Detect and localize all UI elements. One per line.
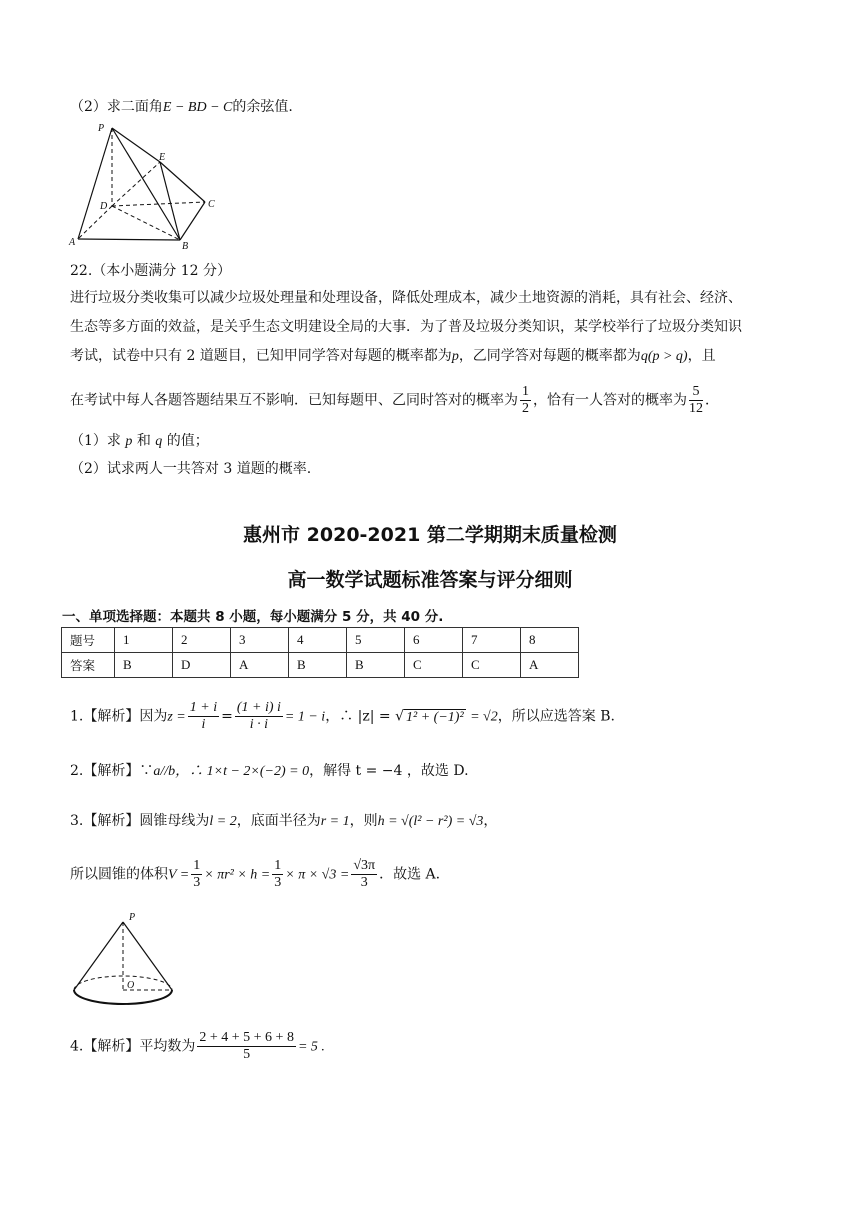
- table-header-answer: 答案: [62, 653, 115, 678]
- sol1-eq2: = √2: [470, 709, 498, 725]
- q22-sub1: [70, 432, 209, 452]
- sol3-third-den-b: 3: [274, 875, 282, 891]
- title-exam: 惠州市 2020-2021 第二学期期末质量检测: [243, 524, 617, 546]
- edge-ec: [160, 162, 205, 202]
- q21-text-a: （2）求二面角: [70, 99, 163, 115]
- q22-sub1q: q: [155, 434, 163, 449]
- table-cell: A: [231, 653, 289, 678]
- table-cell: B: [115, 653, 173, 678]
- cone-figure: [66, 910, 181, 1015]
- frac-half-num: 1: [520, 384, 531, 401]
- edge-cb: [180, 202, 205, 240]
- sol1-frac2: [235, 700, 283, 733]
- table-cell: 8: [521, 628, 579, 653]
- q22-line4b: ，恰有一人答对的概率为: [533, 392, 687, 409]
- cone-left-edge: [74, 922, 123, 990]
- solution-2: [70, 762, 469, 782]
- sol1-frac1: [188, 700, 219, 733]
- q22-sub1b: 和: [136, 433, 151, 449]
- q22-p: p: [451, 349, 459, 364]
- table-cell: 3: [231, 628, 289, 653]
- label-a: A: [69, 237, 76, 248]
- label-b: B: [182, 241, 189, 252]
- title-answers: 高一数学试题标准答案与评分细则: [287, 569, 573, 591]
- q22-sub1a: （1）求: [70, 433, 121, 449]
- q22-sub1c: 的值；: [166, 433, 209, 449]
- q22-line1: 进行垃圾分类收集可以减少垃圾处理量和处理设备，降低处理成本，减少土地资源的消耗，具有社会、经济、: [70, 290, 742, 306]
- label-e: E: [159, 152, 166, 163]
- sol1-f2-den: i · i: [249, 717, 269, 733]
- sol3-mid1: × πr² × h =: [204, 867, 271, 883]
- table-row-answers: [62, 653, 579, 678]
- answer-table: [61, 627, 579, 678]
- label-c: C: [208, 199, 215, 210]
- table-cell: 7: [463, 628, 521, 653]
- table-cell: B: [289, 653, 347, 678]
- section-single-choice: 一、单项选择题：本题共 8 小题，每小题满分 5 分，共 40 分.: [62, 609, 444, 625]
- q21-part2: [70, 98, 293, 118]
- q21-expr: E − BD − C: [162, 100, 233, 115]
- sol4-prefix: 4.【解析】平均数为: [70, 1038, 196, 1055]
- sol3-third-num-b: 1: [272, 858, 283, 875]
- sol1-eq: = 1 − i: [284, 709, 326, 725]
- q22-line3: [70, 347, 716, 367]
- sol2-suffix: ，解得 t = −4 ，故选 D.: [309, 763, 469, 779]
- sol4-suffix: = 5 .: [297, 1039, 325, 1055]
- sol3-third-num-a: 1: [191, 858, 202, 875]
- table-cell: A: [521, 653, 579, 678]
- q21-text-b: 的余弦值.: [232, 99, 293, 115]
- q22-qexpr: q(p > q): [640, 349, 688, 364]
- solution-4: [70, 1030, 325, 1063]
- sol1-therefore: ，∴ |z| =: [325, 708, 391, 725]
- sol3-suffix: ．故选 A.: [379, 866, 441, 883]
- sol3-res-den: 3: [360, 875, 368, 891]
- table-cell: C: [405, 653, 463, 678]
- sol1-suffix: ，所以应选答案 B.: [497, 708, 615, 725]
- sol3-line1c: ，则: [349, 813, 378, 829]
- sol3-line1b: ，底面半径为: [236, 813, 321, 829]
- q22-line2: 生态等多方面的效益，是关乎生态文明建设全局的大事．为了普及垃圾分类知识，某学校举行了垃圾分类知识: [70, 319, 742, 335]
- frac-half-den: 2: [522, 401, 529, 417]
- sol3-r: r = 1: [320, 814, 350, 829]
- table-header-number: 题号: [62, 628, 115, 653]
- table-cell: 5: [347, 628, 405, 653]
- sol3-line1d: ，: [483, 813, 498, 829]
- sol2-vec: a//b: [153, 764, 176, 779]
- table-cell: 6: [405, 628, 463, 653]
- sol2-mid: ，∴ 1×t − 2×(−2) = 0: [175, 764, 310, 779]
- q22-line3a: 考试，试卷中只有 2 道题目，已知甲同学答对每题的概率都为: [70, 348, 452, 364]
- q22-line4: [70, 384, 719, 417]
- edge-ab: [78, 239, 180, 240]
- sol4-num: 2 + 4 + 5 + 6 + 8: [197, 1030, 296, 1047]
- q22-line4a: 在考试中每人各题答题结果互不影响．已知每题甲、乙同时答对的概率为: [70, 392, 518, 409]
- q22-sub2: （2）试求两人一共答对 3 道题的概率.: [70, 461, 312, 477]
- q22-line3c: ，且: [687, 348, 716, 364]
- sol3-frac-third-b: [272, 858, 283, 891]
- solution-3-line1: [70, 812, 497, 832]
- sol1-f1-num: 1 + i: [188, 700, 219, 717]
- cone-base-front: [74, 990, 172, 1004]
- table-cell: 4: [289, 628, 347, 653]
- frac-5-12: [689, 384, 703, 417]
- sol1-sqrt-body: 1² + (−1)²: [406, 709, 464, 725]
- sol3-third-den-a: 3: [193, 875, 201, 891]
- pyramid-figure: [60, 118, 230, 253]
- label-d: D: [100, 201, 108, 212]
- sol2-prefix: 2.【解析】∵: [70, 763, 154, 779]
- q22-line3b: ，乙同学答对每题的概率都为: [458, 348, 641, 364]
- sol3-res-num: √3π: [351, 858, 377, 875]
- sol3-v: V =: [168, 867, 190, 883]
- sol4-frac: [197, 1030, 296, 1063]
- table-cell: 2: [173, 628, 231, 653]
- frac-512-num: 5: [689, 384, 703, 401]
- table-row-numbers: [62, 628, 579, 653]
- label-p: P: [98, 123, 105, 134]
- q22-line4c: ．: [705, 392, 719, 409]
- table-cell: D: [173, 653, 231, 678]
- edge-pe: [112, 128, 160, 162]
- cone-label-p: P: [129, 912, 136, 923]
- sol3-h: h = √(l² − r²) = √3: [377, 814, 484, 829]
- q22-header: 22.（本小题满分 12 分）: [70, 263, 231, 279]
- sol3-line2a: 所以圆锥的体积: [70, 866, 168, 883]
- table-cell: C: [463, 653, 521, 678]
- edge-eb: [160, 162, 180, 240]
- table-cell: B: [347, 653, 405, 678]
- sol4-den: 5: [243, 1047, 251, 1063]
- q22-sub1p: p: [125, 434, 133, 449]
- sol3-l: l = 2: [209, 814, 237, 829]
- cone-label-o: O: [127, 980, 135, 991]
- frac-512-den: 12: [689, 401, 703, 417]
- sol3-frac-third-a: [191, 858, 202, 891]
- sol3-line1a: 3.【解析】圆锥母线为: [70, 813, 210, 829]
- frac-half: [520, 384, 531, 417]
- solution-3-line2: [70, 858, 440, 891]
- sol3-mid2: × π × √3 =: [285, 867, 350, 883]
- sol1-z: z =: [167, 709, 186, 725]
- sol1-f1-den: i: [201, 717, 206, 733]
- table-cell: 1: [115, 628, 173, 653]
- sol1-prefix: 1.【解析】因为: [70, 708, 168, 725]
- sol1-f2-num: (1 + i) i: [235, 700, 283, 717]
- sol3-frac-result: [351, 858, 377, 891]
- solution-1: 1.【解析】因为z = $\frac{1 + i}{i}$ = $\frac{(1 + i) i}{i \cdot i}$ = 1 − i，∴ |z| = √ 1² + (−1)² = √2，所以应选答案 B.: [70, 700, 615, 733]
